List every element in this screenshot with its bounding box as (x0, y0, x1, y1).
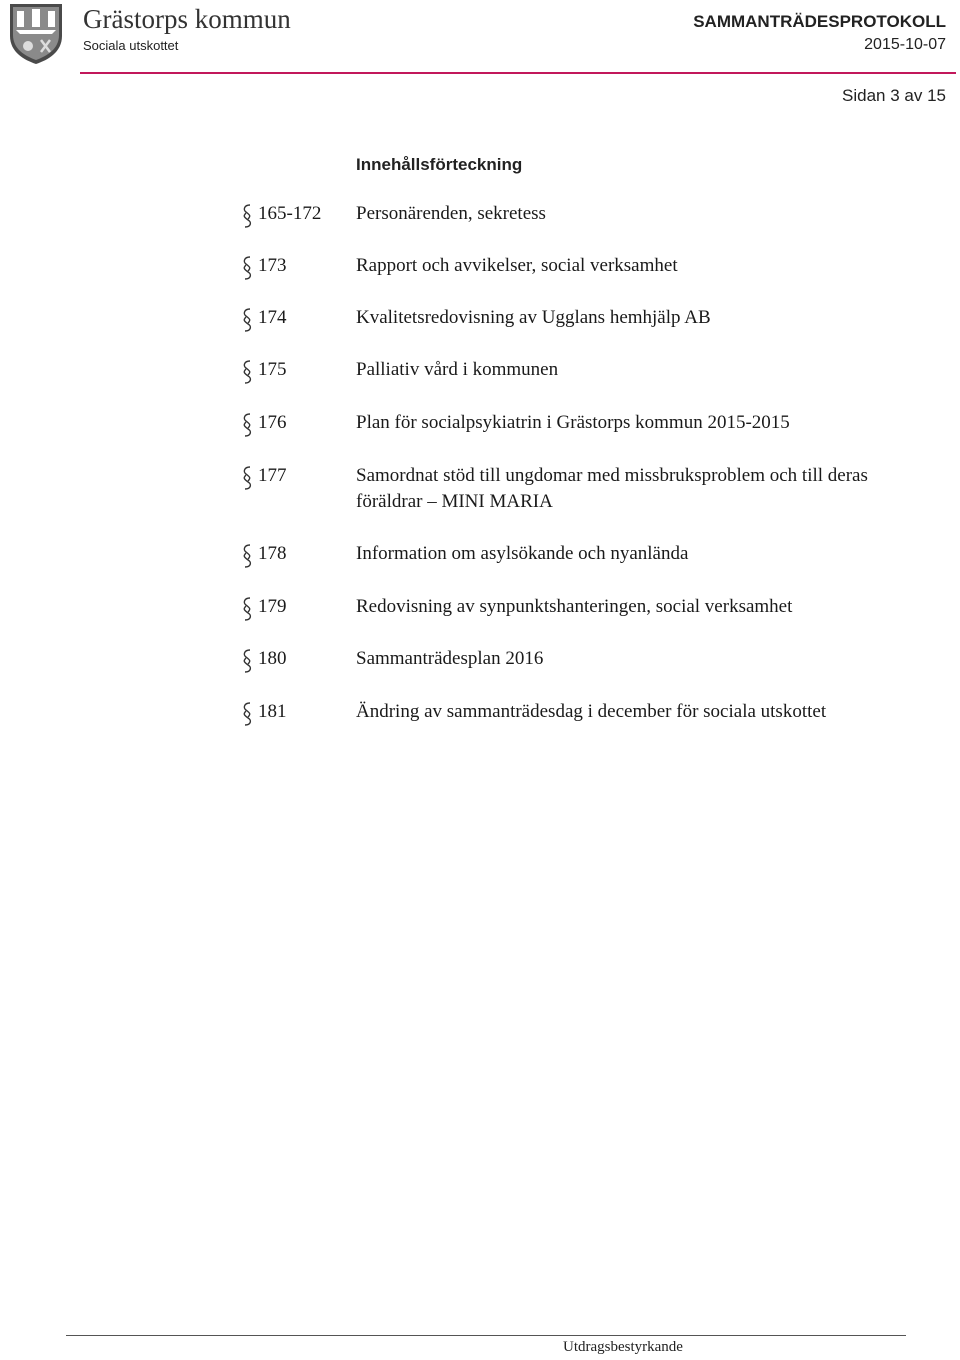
toc-item-title: Information om asylsökande och nyanlända (356, 543, 689, 564)
toc-item-title: Palliativ vård i kommunen (356, 359, 559, 380)
toc-item-title: Personärenden, sekretess (356, 203, 546, 224)
toc-item-number: 173 (258, 255, 287, 276)
toc-item-title: Kvalitetsredovisning av Ugglans hemhjälp AB (356, 307, 711, 328)
footer-divider (66, 1335, 906, 1336)
page-header (0, 0, 960, 78)
footer-label: Utdragsbestyrkande (563, 1339, 683, 1355)
paragraph-sign-icon (239, 543, 255, 569)
toc-item-number: 174 (258, 307, 287, 328)
paragraph-sign-icon (239, 701, 255, 727)
toc-item-title: Plan för socialpsykiatrin i Grästorps kommun 2015-2015 (356, 412, 790, 433)
toc-item-title: Sammanträdesplan 2016 (356, 648, 544, 669)
toc-item-number: 175 (258, 359, 287, 380)
toc-item-number: 179 (258, 596, 287, 617)
toc-heading: Innehållsförteckning (356, 155, 523, 174)
toc-item-number: 165-172 (258, 203, 322, 224)
paragraph-sign-icon (239, 465, 255, 491)
header-divider (80, 72, 956, 74)
toc-item-title: Redovisning av synpunktshanteringen, social verksamhet (356, 596, 793, 617)
page-number: Sidan 3 av 15 (842, 86, 946, 105)
paragraph-sign-icon (239, 359, 255, 385)
organization-name: Grästorps kommun (83, 4, 291, 34)
toc-item-number: 177 (258, 465, 287, 486)
toc-item-number: 181 (258, 701, 287, 722)
document-date: 2015-10-07 (864, 36, 946, 53)
document-type: SAMMANTRÄDESPROTOKOLL (693, 12, 946, 31)
toc-item-number: 180 (258, 648, 287, 669)
toc-item-number: 178 (258, 543, 287, 564)
paragraph-sign-icon (239, 255, 255, 281)
toc-item-title: Samordnat stöd till ungdomar med missbruksproblem och till deras föräldrar – MINI MARIA (356, 465, 868, 512)
municipal-crest-logo (8, 2, 64, 66)
paragraph-sign-icon (239, 307, 255, 333)
committee-name: Sociala utskottet (83, 38, 179, 53)
paragraph-sign-icon (239, 203, 255, 229)
paragraph-sign-icon (239, 596, 255, 622)
paragraph-sign-icon (239, 648, 255, 674)
toc-item-title: Ändring av sammanträdesdag i december för sociala utskottet (356, 701, 827, 722)
toc-item-number: 176 (258, 412, 287, 433)
paragraph-sign-icon (239, 412, 255, 438)
toc-item-title: Rapport och avvikelser, social verksamhet (356, 255, 678, 276)
